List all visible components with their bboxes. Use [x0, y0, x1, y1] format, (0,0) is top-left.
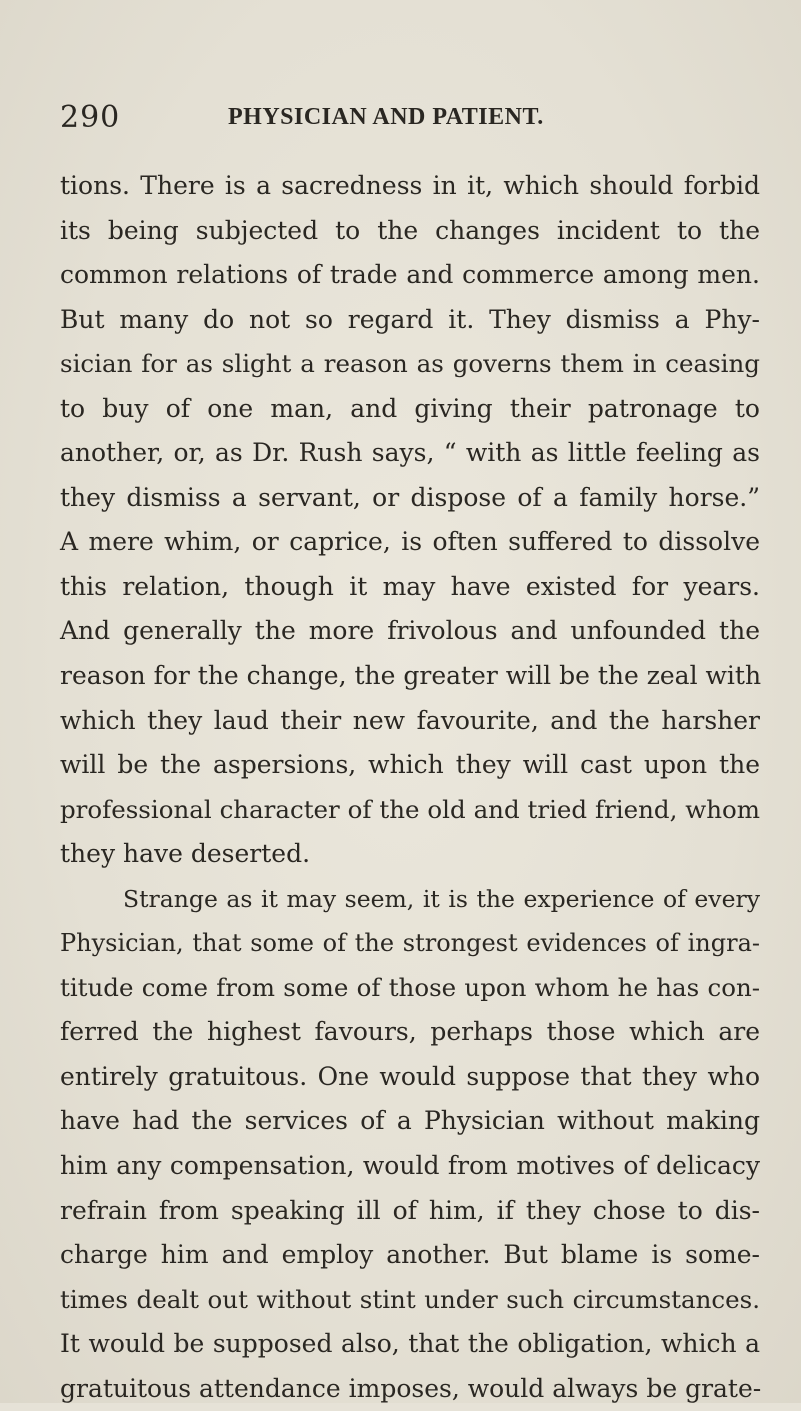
text-line: A mere whim, or caprice, is often suffered to dissolve [60, 527, 760, 557]
text-line: Physician, that some of the strongest evidences of ingra- [60, 929, 760, 958]
text-line: its being subjected to the changes incident to the [60, 215, 760, 245]
text-line: entirely gratuitous. One would suppose that they who [60, 1061, 760, 1091]
text-line: they have deserted. [60, 839, 311, 869]
text-line: gratuitous attendance imposes, would always be grate- [60, 1373, 762, 1403]
text-line: And generally the more frivolous and unfounded the [60, 616, 760, 646]
page-header [60, 100, 760, 140]
text-line: reason for the change, the greater will be the zeal with [60, 661, 762, 691]
text-line: they dismiss a servant, or dispose of a family horse.” [60, 482, 760, 512]
text-line: Strange as it may seem, it is the experience of every [123, 884, 760, 913]
text-line: this relation, though it may have existed for years. [60, 571, 760, 601]
text-line: sician for as slight a reason as governs them in ceasing [60, 349, 760, 379]
text-line: tions. There is a sacredness in it, which should forbid [60, 171, 760, 200]
text-line: titude come from some of those upon whom he has con- [60, 972, 760, 1002]
text-line: will be the aspersions, which they will cast upon the [60, 750, 760, 780]
text-line: common relations of trade and commerce among men. [60, 260, 760, 290]
text-line: to buy of one man, and giving their patronage to [60, 393, 760, 423]
text-line: refrain from speaking ill of him, if they chose to dis- [60, 1195, 760, 1225]
text-line: him any compensation, would from motives of delicacy [60, 1151, 760, 1181]
text-line: charge him and employ another. But blame is some- [60, 1240, 760, 1270]
text-line: another, or, as Dr. Rush says, “ with as little feeling as [60, 438, 760, 468]
text-line: times dealt out without stint under such circumstances. [60, 1284, 760, 1314]
running-head: PHYSICIAN AND PATIENT. [228, 104, 544, 130]
body-text [60, 164, 760, 1411]
text-line: ferred the highest favours, perhaps those which are [60, 1017, 760, 1047]
text-line: But many do not so regard it. They dismiss a Phy- [60, 304, 760, 334]
text-line: It would be supposed also, that the obligation, which a [60, 1329, 760, 1359]
text-line: professional character of the old and tried friend, whom [60, 794, 760, 824]
page-number: 290 [60, 100, 121, 135]
text-line: which they laud their new favourite, and the harsher [60, 705, 760, 735]
text-line: have had the services of a Physician without making [60, 1106, 760, 1136]
